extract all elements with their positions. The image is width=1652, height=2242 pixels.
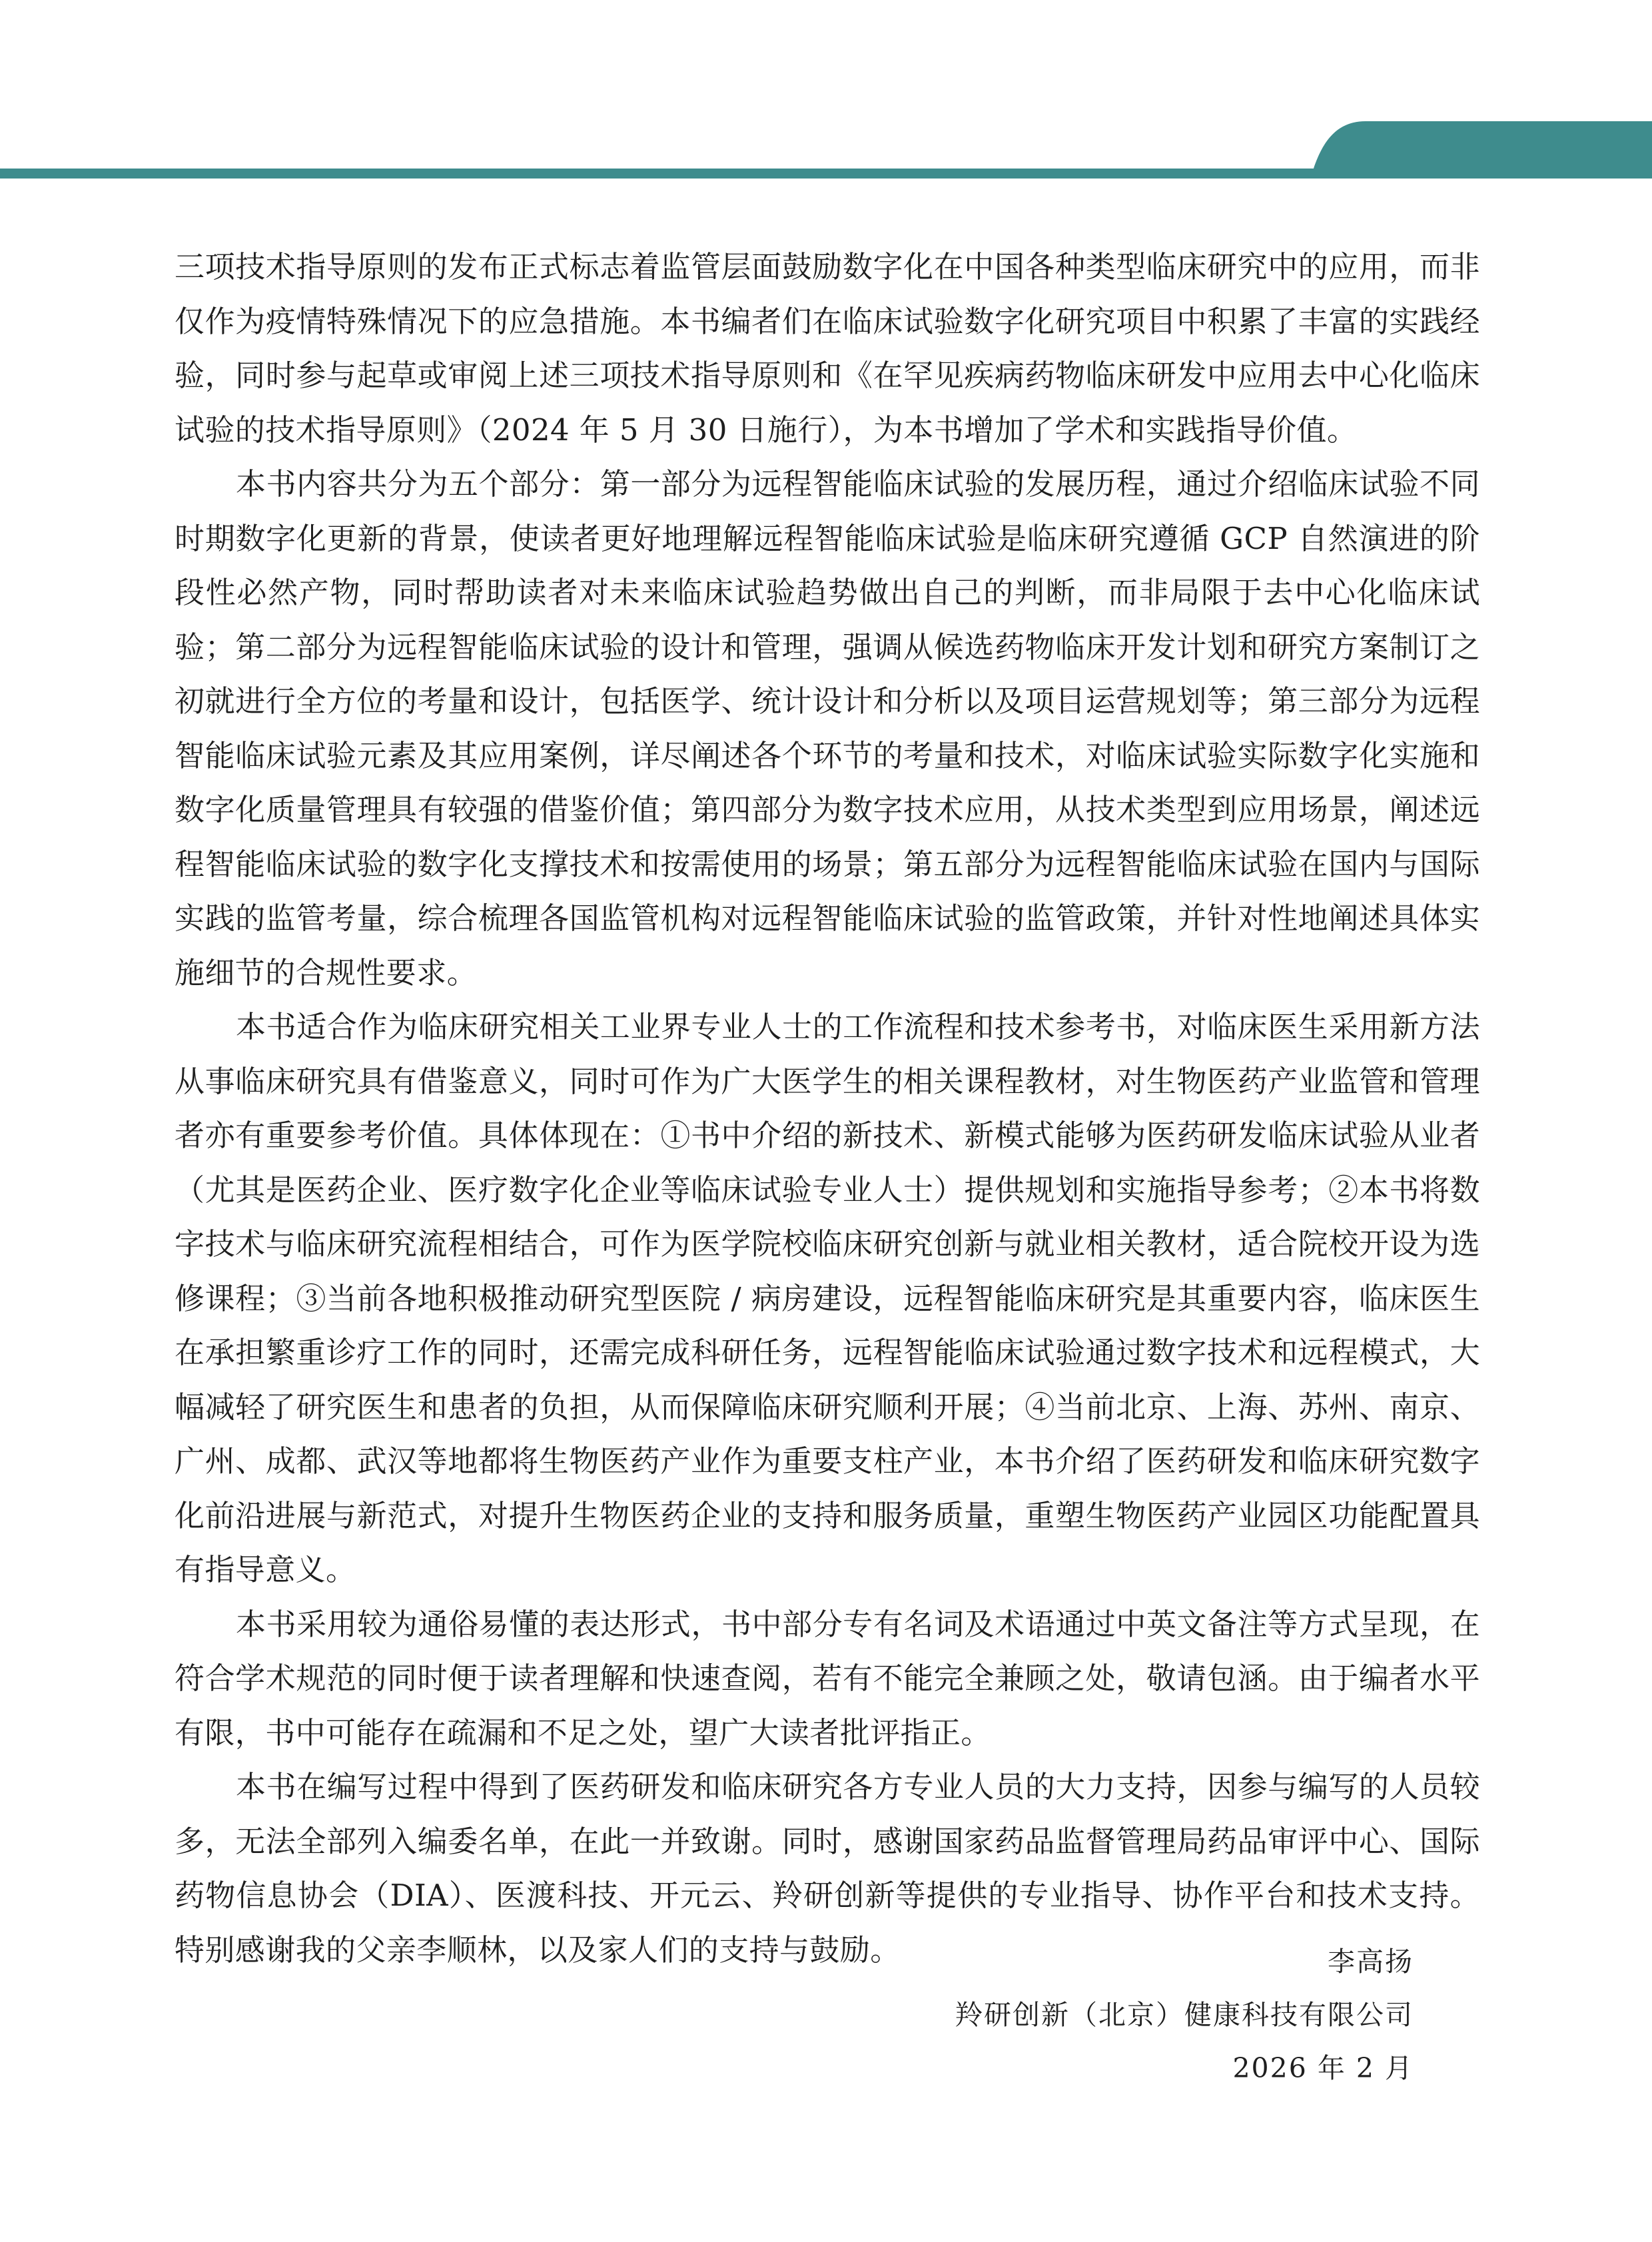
header-band-shape bbox=[0, 121, 1652, 179]
paragraph-2: 本书内容共分为五个部分：第一部分为远程智能临床试验的发展历程，通过介绍临床试验不同时期数字化更新的背景，使读者更好地理解远程智能临床试验是临床研究遵循 GCP 自然演进的阶段性必然产物，同时帮助读者对未来临床试验趋势做出自己的判断，而非局限于去中心化临床试验；第二部分为远程智能临床试验的设计和管理，强调从候选药物临床开发计划和研究方案制订之初就进行全方位的考量和设计，包括医学、统计设计和分析以及项目运营规划等；第三部分为远程智能临床试验元素及其应用案例，详尽阐述各个环节的考量和技术，对临床试验实际数字化实施和数字化质量管理具有较强的借鉴价值；第四部分为数字技术应用，从技术类型到应用场景，阐述远程智能临床试验的数字化支撑技术和按需使用的场景；第五部分为远程智能临床试验在国内与国际实践的监管考量，综合梳理各国监管机构对远程智能临床试验的监管政策，并针对性地阐述具体实施细节的合规性要求。 bbox=[175, 466, 1480, 990]
signature-author: 李高扬 bbox=[1328, 1946, 1414, 1978]
paragraph-4: 本书采用较为通俗易懂的表达形式，书中部分专有名词及术语通过中英文备注等方式呈现，在符合学术规范的同时便于读者理解和快速查阅，若有不能完全兼顾之处，敬请包涵。由于编者水平有限，书中可能存在疏漏和不足之处，望广大读者批评指正。 bbox=[175, 1606, 1480, 1750]
paragraph-3: 本书适合作为临床研究相关工业界专业人士的工作流程和技术参考书，对临床医生采用新方法从事临床研究具有借鉴意义，同时可作为广大医学生的相关课程教材，对生物医药产业监管和管理者亦有重要参考价值。具体体现在：①书中介绍的新技术、新模式能够为医药研发临床试验从业者（尤其是医药企业、医疗数字化企业等临床试验专业人士）提供规划和实施指导参考；②本书将数字技术与临床研究流程相结合，可作为医学院校临床研究创新与就业相关教材，适合院校开设为选修课程；③当前各地积极推动研究型医院 / 病房建设，远程智能临床研究是其重要内容，临床医生在承担繁重诊疗工作的同时，还需完成科研任务，远程智能临床试验通过数字技术和远程模式，大幅减轻了研究医生和患者的负担，从而保障临床研究顺利开展；④当前北京、上海、苏州、南京、广州、成都、武汉等地都将生物医药产业作为重要支柱产业，本书介绍了医药研发和临床研究数字化前沿进展与新范式，对提升生物医药企业的支持和服务质量，重塑生物医药产业园区功能配置具有指导意义。 bbox=[175, 1009, 1480, 1587]
paragraph-1: 三项技术指导原则的发布正式标志着监管层面鼓励数字化在中国各种类型临床研究中的应用，而非仅作为疫情特殊情况下的应急措施。本书编者们在临床试验数字化研究项目中积累了丰富的实践经验，同时参与起草或审阅上述三项技术指导原则和《在罕见疾病药物临床研发中应用去中心化临床试验的技术指导原则》（2024 年 5 月 30 日施行），为本书增加了学术和实践指导价值。 bbox=[175, 249, 1480, 448]
signature-date: 2026 年 2 月 bbox=[1232, 2052, 1414, 2084]
paragraph-5: 本书在编写过程中得到了医药研发和临床研究各方专业人员的大力支持，因参与编写的人员较多，无法全部列入编委名单，在此一并致谢。同时，感谢国家药品监督管理局药品审评中心、国际药物信息协会（DIA）、医渡科技、开元云、羚研创新等提供的专业指导、协作平台和技术支持。特别感谢我的父亲李顺林，以及家人们的支持与鼓励。 bbox=[175, 1769, 1480, 1968]
signature-block bbox=[955, 1935, 1414, 2095]
signature-organization: 羚研创新（北京）健康科技有限公司 bbox=[955, 1999, 1414, 2031]
body-text bbox=[175, 240, 1480, 1977]
header-band bbox=[0, 0, 1652, 187]
